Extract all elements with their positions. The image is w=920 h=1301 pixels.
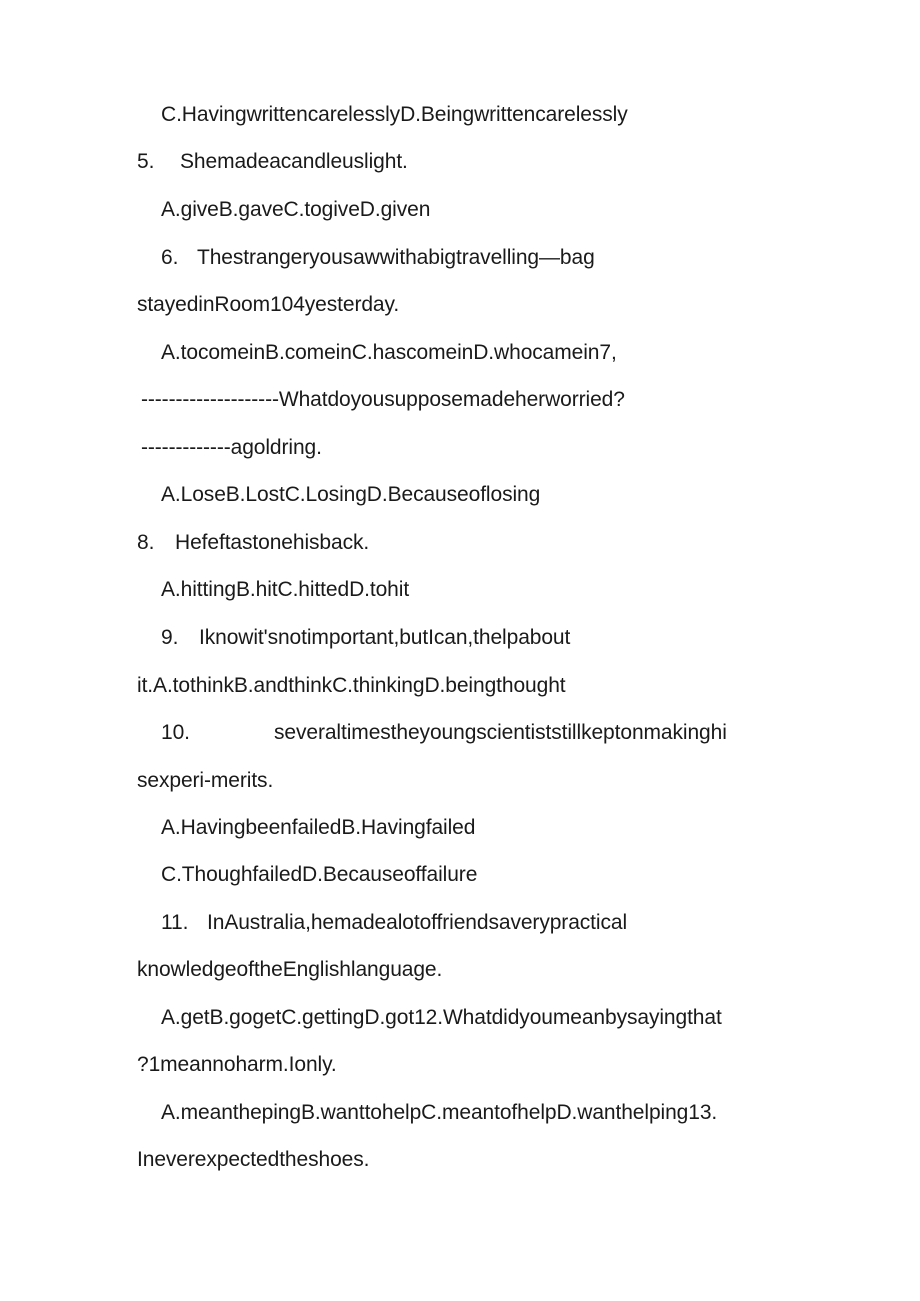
- question-number: 8.: [137, 531, 155, 554]
- text-line: C.HavingwrittencarelesslyD.Beingwrittencarelessly: [161, 103, 628, 126]
- answer-options: A.meanthepingB.wanttohelpC.meantofhelpD.wanthelping13.: [161, 1101, 718, 1124]
- answer-options: A.getB.gogetC.gettingD.got12.Whatdidyoumeanbysayingthat: [161, 1006, 722, 1029]
- answer-options: C.ThoughfailedD.Becauseoffailure: [161, 863, 478, 886]
- text-line: Shemadeacandleuslight.: [180, 150, 408, 173]
- text-line: -------------agoldring.: [141, 436, 322, 459]
- text-line: Thestrangeryousawwithabigtravelling—bag: [197, 246, 595, 269]
- question-number: 9.: [161, 626, 179, 649]
- answer-options: A.LoseB.LostC.LosingD.Becauseoflosing: [161, 483, 541, 506]
- answer-options: A.giveB.gaveC.togiveD.given: [161, 198, 431, 221]
- question-number: 11.: [161, 911, 189, 934]
- question-number: 10.: [161, 721, 190, 744]
- text-line: --------------------Whatdoyousupposemadeherworried?: [141, 388, 625, 411]
- text-line: sexperi-merits.: [137, 769, 274, 792]
- text-line: ?1meannoharm.Ionly.: [137, 1053, 337, 1076]
- text-line: stayedinRoom104yesterday.: [137, 293, 400, 316]
- question-number: 6.: [161, 246, 179, 269]
- text-line: it.A.tothinkB.andthinkC.thinkingD.beingthought: [137, 674, 566, 697]
- answer-options: A.hittingB.hitC.hittedD.tohit: [161, 578, 410, 601]
- text-line: Ineverexpectedtheshoes.: [137, 1148, 370, 1171]
- answer-options: A.tocomeinB.comeinC.hascomeinD.whocamein7,: [161, 341, 617, 364]
- question-number: 5.: [137, 150, 155, 173]
- text-line: InAustralia,hemadealotoffriendsaverypractical: [207, 911, 628, 934]
- answer-options: A.HavingbeenfailedB.Havingfailed: [161, 816, 476, 839]
- text-line: Iknowit'snotimportant,butIcan,thelpabout: [199, 626, 571, 649]
- text-line: knowledgeoftheEnglishlanguage.: [137, 958, 443, 981]
- text-line: Hefeftastonehisback.: [175, 531, 370, 554]
- text-line: severaltimestheyoungscientiststillkeptonmakinghi: [274, 721, 727, 744]
